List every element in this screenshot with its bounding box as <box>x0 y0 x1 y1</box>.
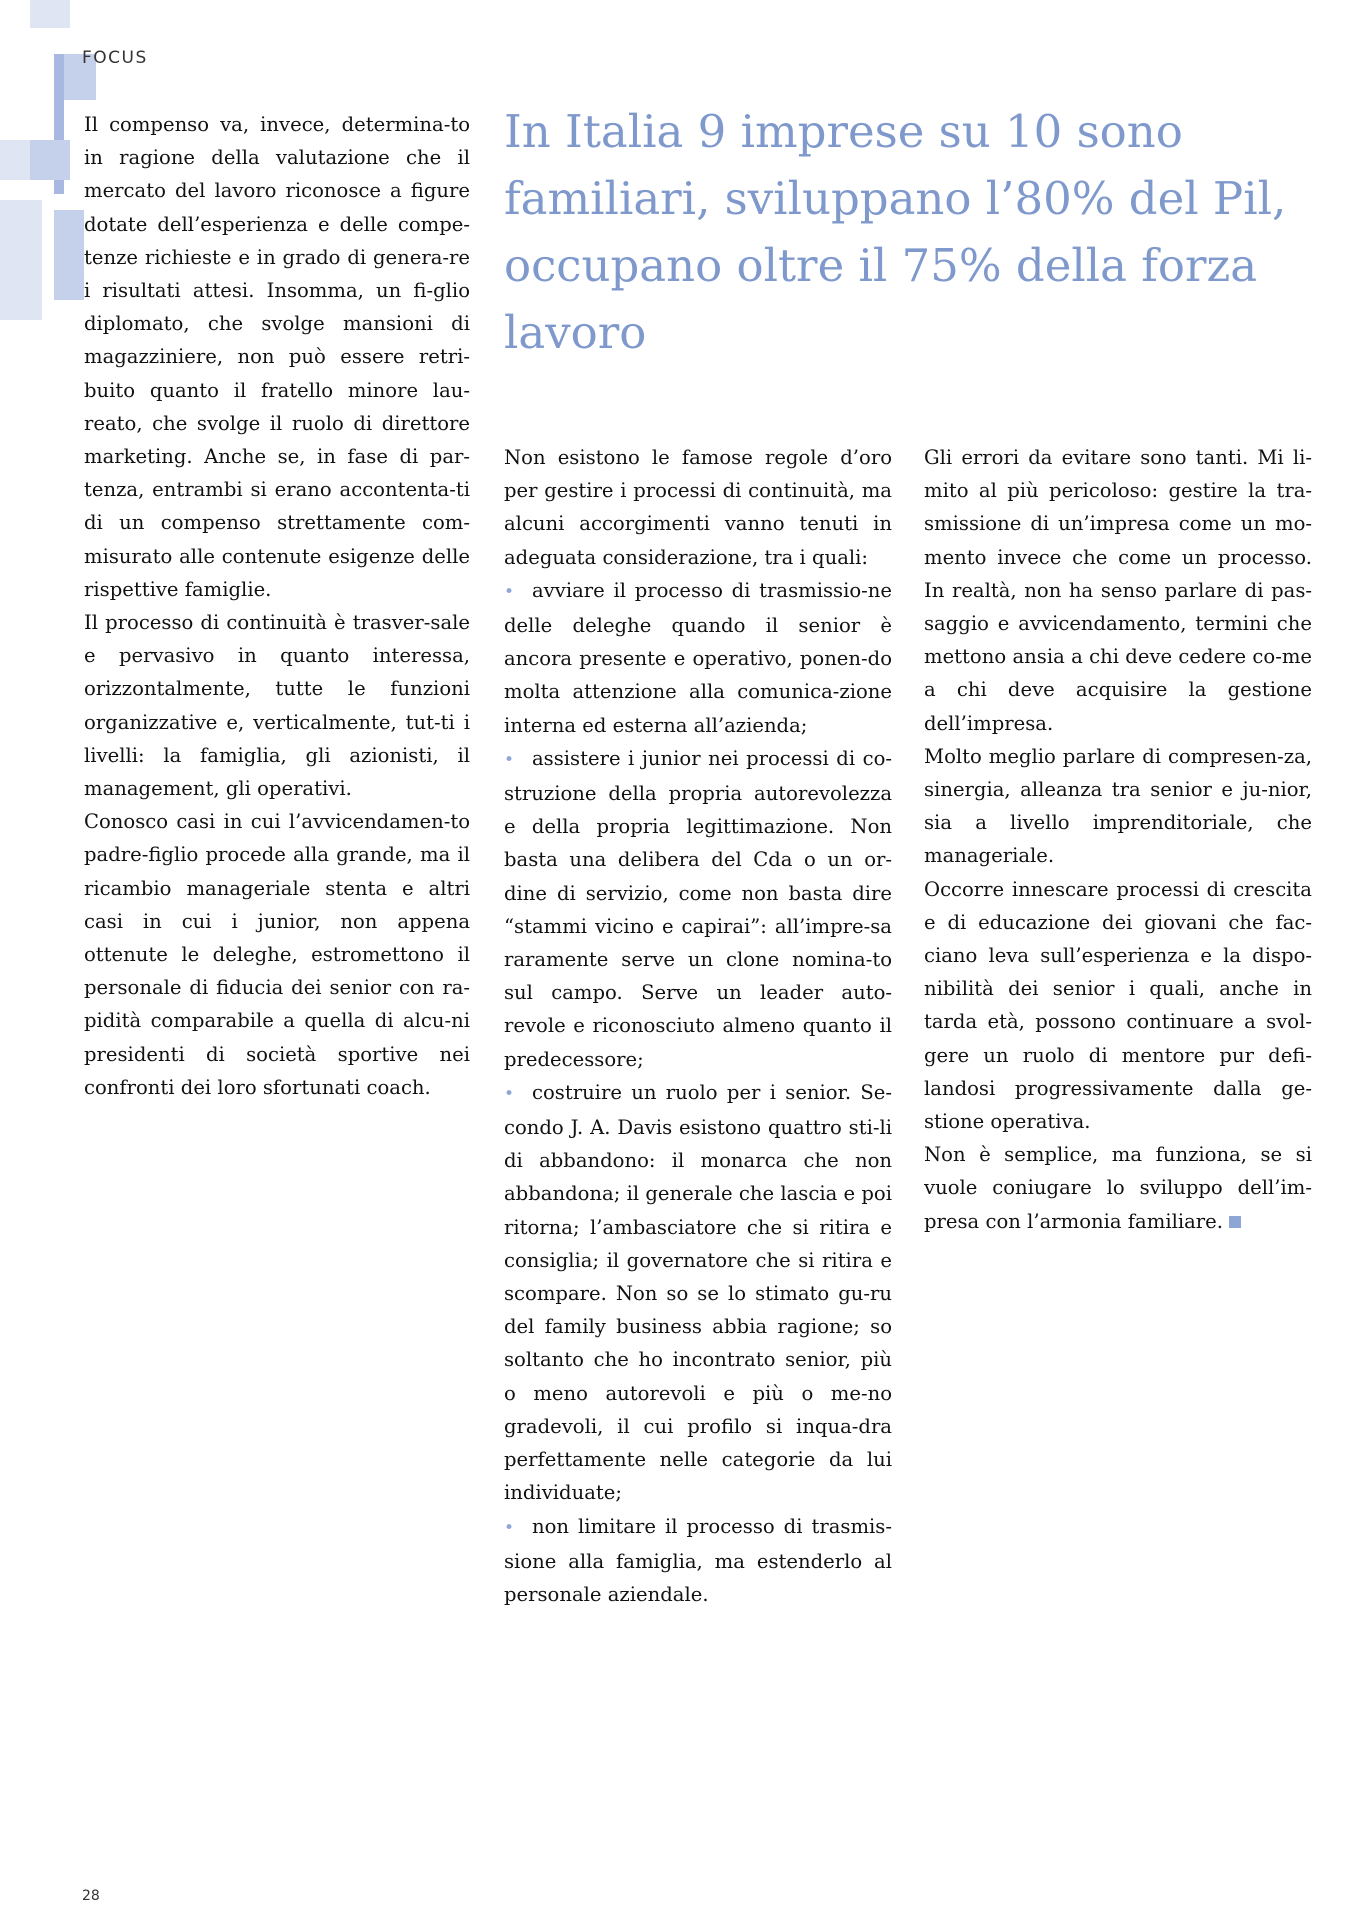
bullet-icon: • <box>504 581 515 602</box>
paragraph-text: Non è semplice, ma funziona, se si vuole coniugare lo sviluppo dell’im-presa con l’armonia familiare. <box>924 1143 1312 1233</box>
decorative-block <box>54 210 84 300</box>
decorative-block <box>30 0 70 28</box>
bullet-icon: • <box>504 749 515 770</box>
section-label: FOCUS <box>82 48 148 68</box>
end-of-article-icon <box>1229 1216 1241 1228</box>
bullet-text: assistere i junior nei processi di co-struzione della propria autorevolezza e della propria legittimazione. Non basta una delibera del Cda o un or-dine di servizio, come non basta dire “stammi vicino e capirai”: all’impre-sa raramente serve un clone nomina-to sul campo. Serve un leader auto-revole e riconosciuto almeno quanto il predecessore; <box>504 746 892 1071</box>
bullet-icon: • <box>504 1517 515 1538</box>
paragraph: Conosco casi in cui l’avvicendamen-to padre-figlio procede alla grande, ma il ricambio manageriale stenta e altri casi in cui i junior, non appena ottenute le deleghe, estromettono il personale di fiducia dei senior con ra-pidità comparabile a quella di alcu-ni presidenti di società sportive nei confronti dei loro sfortunati coach. <box>84 810 470 1099</box>
decorative-block <box>30 140 70 180</box>
bullet-icon: • <box>504 1083 515 1104</box>
bullet-item <box>504 742 892 1076</box>
paragraph <box>924 1138 1312 1238</box>
paragraph: Occorre innescare processi di crescita e di educazione dei giovani che fac-ciano leva sull’esperienza e la dispo-nibilità dei senior i quali, anche in tarda età, possono continuare a svol-gere un ruolo di mentore pur defi-landosi progressivamente dalla ge-stione operativa. <box>924 877 1312 1134</box>
paragraph: Gli errori da evitare sono tanti. Mi li-mito al più pericoloso: gestire la tra-smissione di un’impresa come un mo-mento invece che come un processo. In realtà, non ha senso parlare di pas-saggio e avvicendamento, termini che mettono ansia a chi deve cedere co-me a chi deve acquisire la gestione dell’impresa. <box>924 446 1312 735</box>
page-number: 28 <box>82 1888 100 1904</box>
bullet-item <box>504 574 892 742</box>
headline: In Italia 9 imprese su 10 sono familiari, sviluppano l’80% del Pil, occupano oltre il 75% della forza lavoro <box>504 105 1287 359</box>
middle-column <box>504 441 892 1611</box>
bullet-text: costruire un ruolo per i senior. Se-condo J. A. Davis esistono quattro sti-li di abbandono: il monarca che non abbandona; il generale che lascia e poi ritorna; l’ambasciatore che si ritira e consiglia; il governatore che si ritira e scompare. Non so se lo stimato gu-ru del family business abbia ragione; so soltanto che ho incontrato senior, più o meno autorevoli e più o me-no gradevoli, il cui profilo si inqua-dra perfettamente nelle categorie da lui individuate; <box>504 1080 892 1505</box>
decorative-block <box>0 200 42 320</box>
right-column <box>924 441 1312 1238</box>
bullet-text: avviare il processo di trasmissio-ne delle deleghe quando il senior è ancora presente e operativo, ponen-do molta attenzione alla comunica-zione interna ed esterna all’azienda; <box>504 578 892 737</box>
paragraph: Il processo di continuità è trasver-sale e pervasivo in quanto interessa, orizzontalmente, tutte le funzioni organizzative e, verticalmente, tut-ti i livelli: la famiglia, gli azionisti, il management, gli operativi. <box>84 611 470 801</box>
paragraph: Il compenso va, invece, determina-to in ragione della valutazione che il mercato del lavoro riconosce a figure dotate dell’esperienza e delle compe-tenze richieste e in grado di genera-re i risultati attesi. Insomma, un fi-glio diplomato, che svolge mansioni di magazziniere, non può essere retri-buito quanto il fratello minore lau-reato, che svolge il ruolo di direttore marketing. Anche se, in fase di par-tenza, entrambi si erano accontenta-ti di un compenso strettamente com-misurato alle contenute esigenze delle rispettive famiglie. <box>84 113 470 601</box>
paragraph: Molto meglio parlare di compresen-za, sinergia, alleanza tra senior e ju-nior, sia a livello imprenditoriale, che manageriale. <box>924 744 1312 868</box>
bullet-item <box>504 1510 892 1612</box>
bullet-text: non limitare il processo di trasmis-sione alla famiglia, ma estenderlo al personale aziendale. <box>504 1514 892 1606</box>
decorative-block <box>0 140 30 180</box>
paragraph: Non esistono le famose regole d’oro per gestire i processi di continuità, ma alcuni accorgimenti vanno tenuti in adeguata considerazione, tra i quali: <box>504 446 892 569</box>
left-column <box>84 108 470 1104</box>
bullet-item <box>504 1076 892 1510</box>
